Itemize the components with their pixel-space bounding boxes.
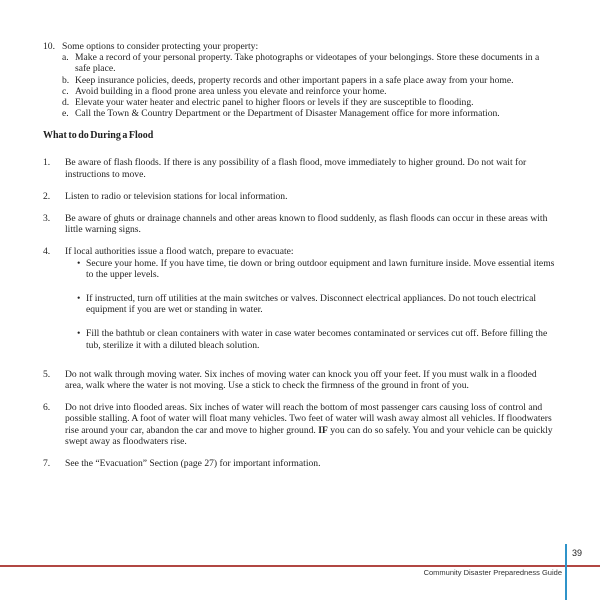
sublist-text: Elevate your water heater and electric panel to higher floors or levels if they are susceptible to flooding. — [75, 97, 474, 109]
list-number: 2. — [43, 190, 51, 202]
list-item-text: If local authorities issue a flood watch, prepare to evacuate: — [65, 246, 294, 258]
bullet-item — [77, 328, 557, 350]
list-number: 4. — [43, 246, 51, 258]
sublist-item-e — [62, 108, 557, 119]
bullet-icon: • — [77, 257, 81, 269]
bullet-icon: • — [77, 293, 81, 305]
bullet-sublist — [77, 258, 557, 351]
bullet-item — [77, 258, 557, 280]
sublist-label: c. — [62, 85, 69, 97]
list-item-text: Listen to radio or television stations for local information. — [65, 190, 288, 202]
lettered-sublist — [62, 52, 557, 119]
footer-guide-title: Community Disaster Preparedness Guide — [423, 568, 562, 577]
bullet-text: If instructed, turn off utilities at the main switches or valves. Disconnect electrical appliances. Do not touch electrical equipment if you are wet or standing in water. — [86, 293, 537, 316]
list-item-6 — [43, 402, 557, 447]
list-item-text-part2: you can do so safely. You and your vehicle can be quickly swept away as floodwaters rise. — [65, 424, 553, 447]
list-item-text: Do not walk through moving water. Six inches of moving water can knock you off your feet. If you must walk in a flooded area, walk where the water is not moving. Use a stick to check the firmness of the ground in front of you. — [65, 368, 537, 392]
footer-vertical-rule — [565, 544, 567, 600]
sublist-item-d — [62, 97, 557, 108]
list-number: 7. — [43, 458, 51, 470]
emphasis-if: IF — [318, 424, 328, 436]
sublist-text: Keep insurance policies, deeds, property records and other important papers in a safe place away from your home. — [75, 74, 514, 86]
bullet-text: Secure your home. If you have time, tie down or bring outdoor equipment and lawn furniture inside. Move essential items to the upper levels. — [86, 257, 555, 280]
list-item-2 — [43, 191, 557, 202]
list-item-text: Some options to consider protecting your property: — [62, 41, 259, 52]
list-item-text: Be aware of ghuts or drainage channels and other areas known to flood suddenly, as flash floods can occur in these areas with little warning signs. — [65, 213, 548, 236]
page-number: 39 — [572, 548, 583, 558]
list-item-text — [65, 402, 557, 447]
list-item-text: Be aware of flash floods. If there is any possibility of a flash flood, move immediately to higher ground. Do not wait for instructions to move. — [65, 157, 527, 180]
list-item-7 — [43, 458, 557, 469]
bullet-text: Fill the bathtub or clean containers with water in case water becomes contaminated or services cut off. Before filling the tub, sterilize it with a diluted bleach solution. — [86, 328, 548, 351]
sublist-text: Avoid building in a flood prone area unless you elevate and reinforce your home. — [75, 85, 387, 97]
bullet-item — [77, 293, 557, 315]
list-item-5 — [43, 369, 557, 391]
list-number: 10. — [43, 41, 55, 52]
list-number: 5. — [43, 368, 51, 380]
sublist-label: b. — [62, 74, 70, 86]
list-item-text: See the “Evacuation” Section (page 27) for important information. — [65, 458, 321, 470]
list-number: 6. — [43, 402, 51, 414]
sublist-label: e. — [62, 108, 69, 120]
list-item-4 — [43, 246, 557, 350]
list-item-10 — [43, 41, 557, 119]
page-content — [43, 41, 557, 480]
sublist-item-c — [62, 86, 557, 97]
list-number: 3. — [43, 213, 51, 225]
sublist-item-a — [62, 52, 557, 74]
footer-horizontal-rule — [0, 565, 600, 567]
sublist-label: a. — [62, 52, 69, 64]
list-item-3 — [43, 213, 557, 235]
sublist-label: d. — [62, 97, 70, 109]
list-item-text-part1: Do not drive into flooded areas. Six inches of water will reach the bottom of most passenger cars causing loss of control and possible stalling. A foot of water will float many vehicles. Two feet of water will wash away almost all vehicles. If floodwaters rise around your car, abandon the car and move to higher ground. — [65, 402, 552, 436]
sublist-text: Call the Town & Country Department or the Department of Disaster Management office for more information. — [75, 108, 500, 120]
sublist-item-b — [62, 75, 557, 86]
sublist-text: Make a record of your personal property. Take photographs or videotapes of your belongings. Store these documents in a safe place. — [75, 52, 540, 75]
list-item-1 — [43, 157, 557, 179]
bullet-icon: • — [77, 328, 81, 340]
section-heading: What to do During a Flood — [43, 130, 154, 142]
list-number: 1. — [43, 157, 51, 169]
